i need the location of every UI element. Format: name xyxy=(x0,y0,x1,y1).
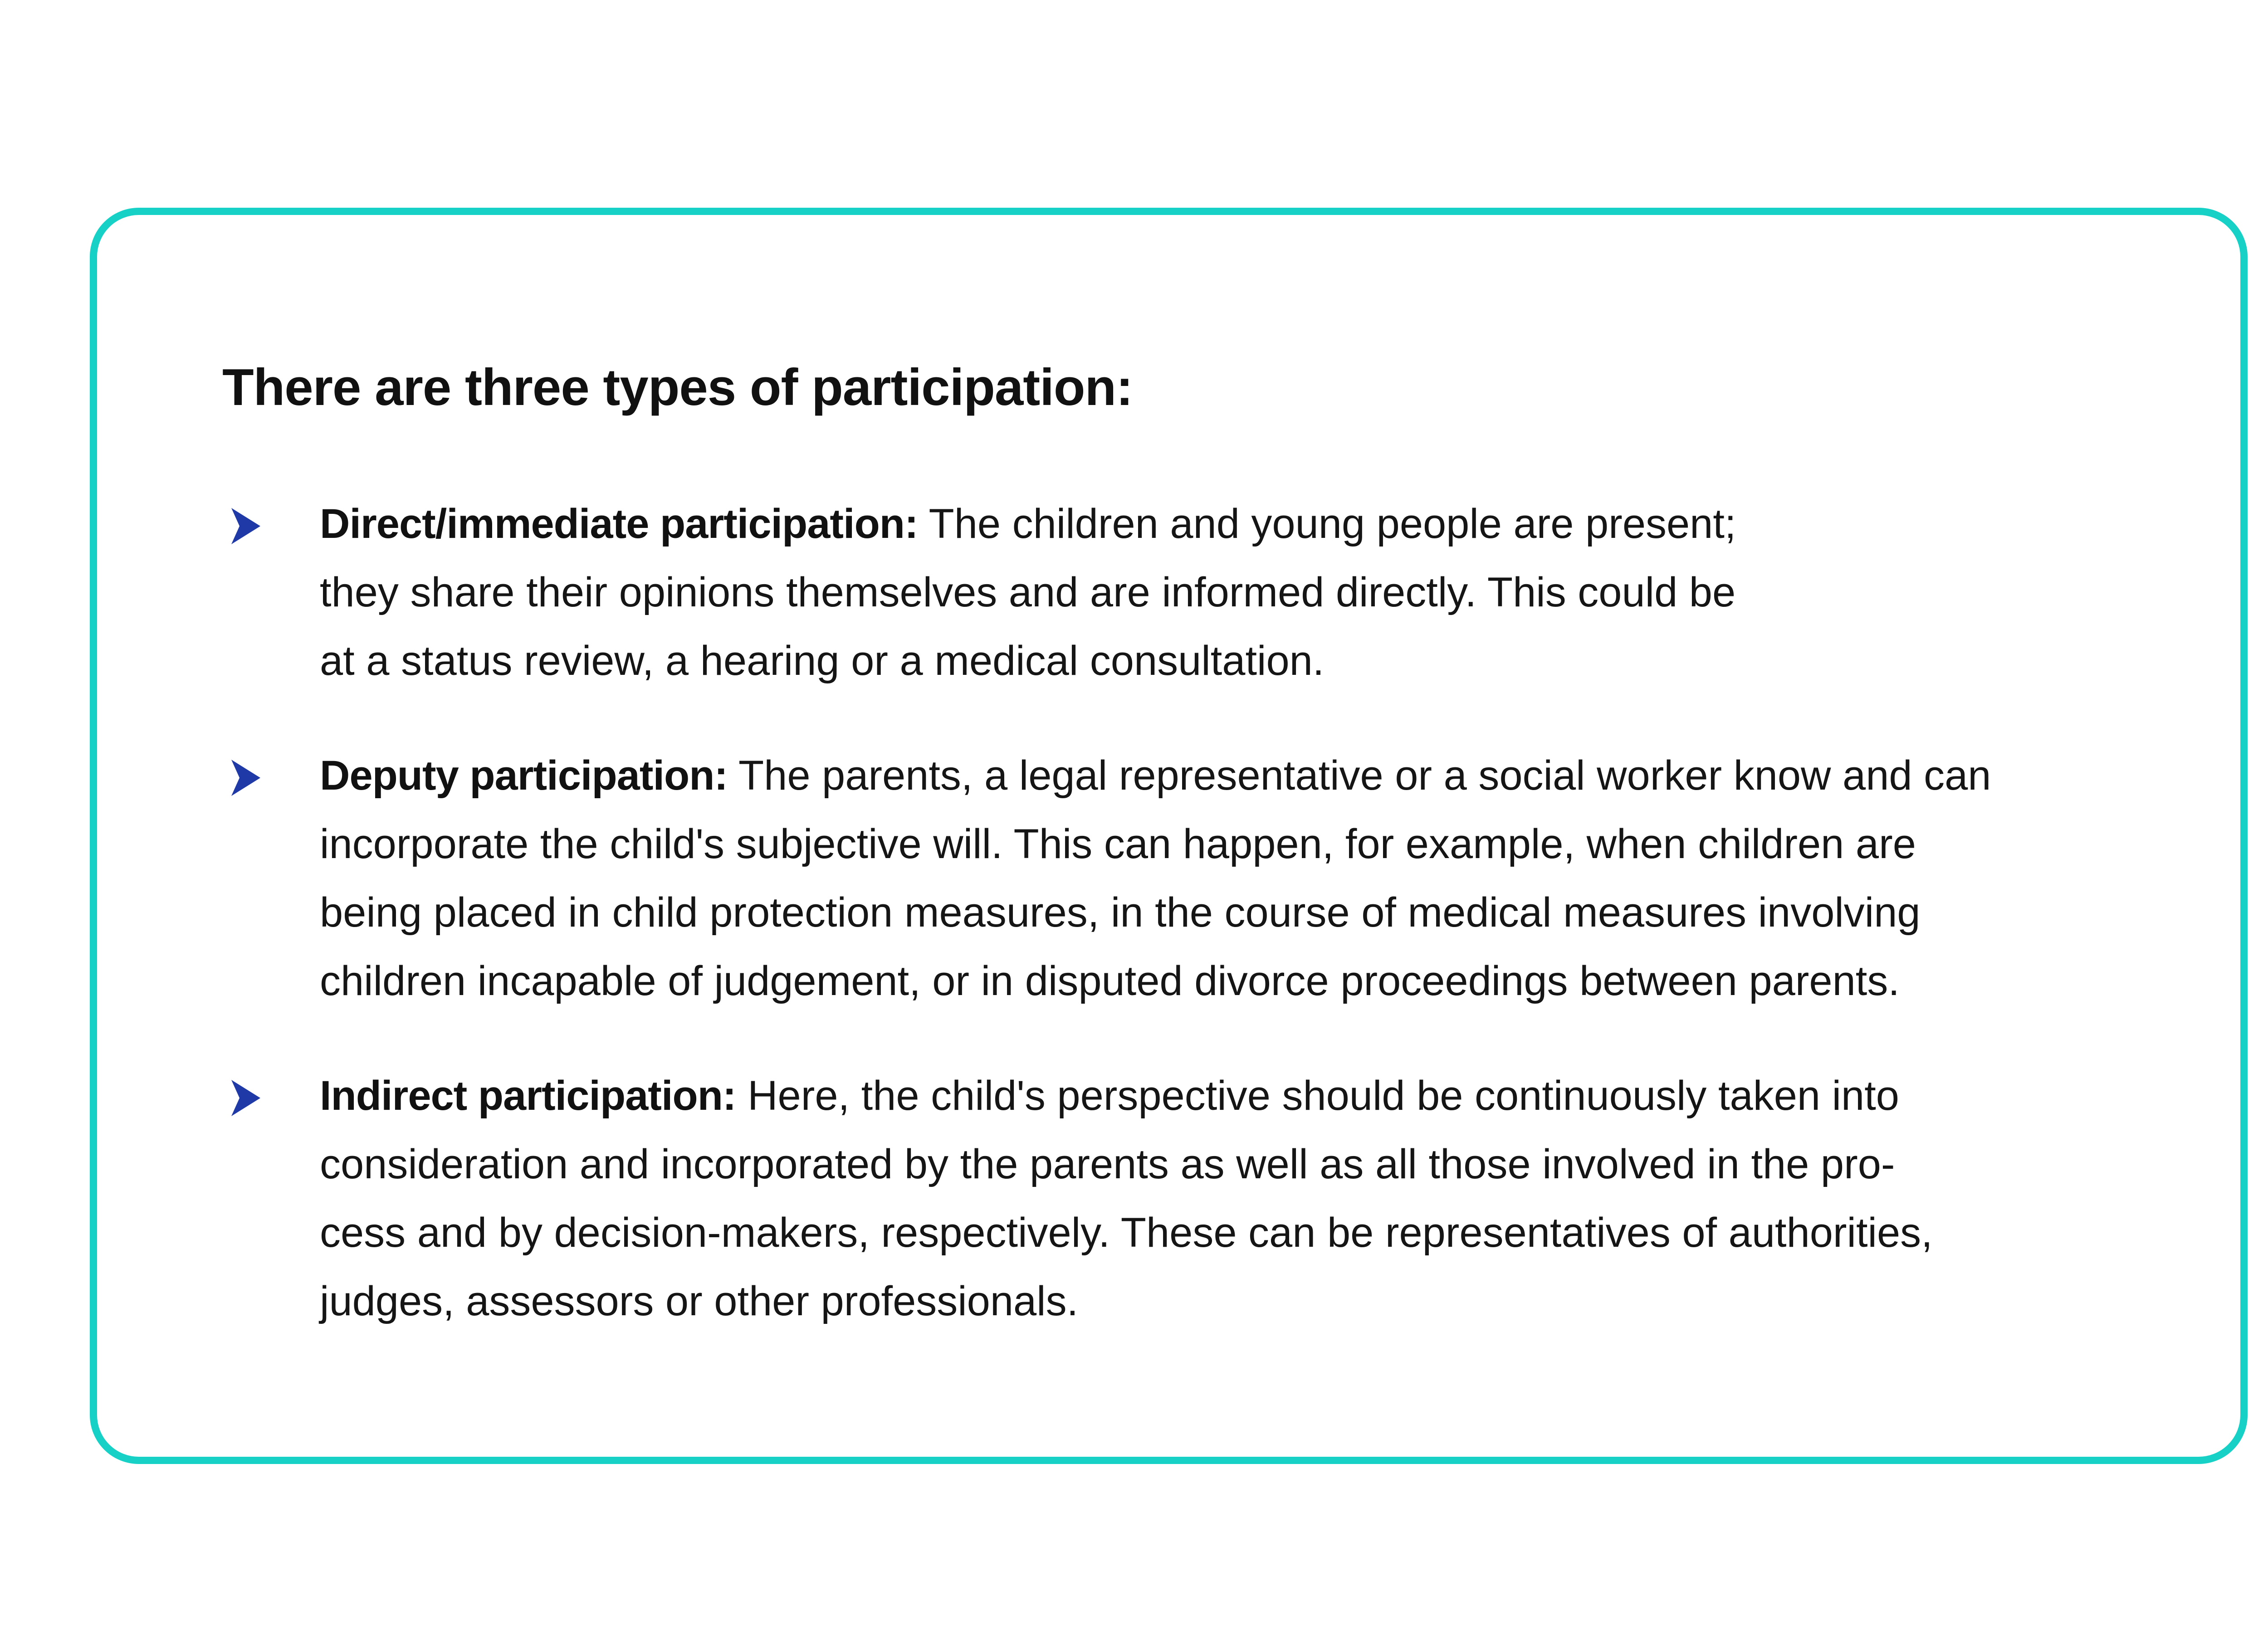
item-text-line: consideration and incorporated by the parents as well as all those involved in the pro- xyxy=(320,1141,1895,1187)
item-text-line: cess and by decision-makers, respectively. These can be representatives of authorities, xyxy=(320,1210,1933,1256)
list-item-deputy-participation xyxy=(222,742,2173,1015)
item-text: Here, the child's perspective should be continuously taken into xyxy=(748,1073,1899,1119)
item-text-line: incorporate the child's subjective will. This can happen, for example, when children are xyxy=(320,821,1916,867)
item-text-line: judges, assessors or other professionals. xyxy=(320,1278,1079,1324)
box-title: There are three types of participation: xyxy=(222,359,1133,416)
item-text: The children and young people are present; xyxy=(929,501,1736,547)
list-item-direct-participation xyxy=(222,490,2173,695)
item-first-line xyxy=(320,490,2173,558)
item-term: Indirect participation: xyxy=(320,1073,736,1119)
item-text-line: being placed in child protection measures, in the course of medical measures involving xyxy=(320,889,1921,936)
item-text-line: they share their opinions themselves and are informed directly. This could be xyxy=(320,569,1736,615)
list-item-indirect-participation xyxy=(222,1062,2173,1336)
item-term: Direct/immediate participation: xyxy=(320,501,918,547)
item-text-line: at a status review, a hearing or a medical consultation. xyxy=(320,638,1325,684)
item-text: The parents, a legal representative or a social worker know and can xyxy=(738,752,1991,799)
item-first-line xyxy=(320,1062,2173,1130)
item-term: Deputy participation: xyxy=(320,752,728,799)
item-first-line xyxy=(320,742,2173,810)
chevron-right-icon xyxy=(231,1080,260,1116)
chevron-right-icon xyxy=(231,508,260,544)
participation-list xyxy=(222,490,2173,1336)
chevron-right-icon xyxy=(231,760,260,796)
item-text-line: children incapable of judgement, or in disputed divorce proceedings between parents. xyxy=(320,958,1900,1004)
